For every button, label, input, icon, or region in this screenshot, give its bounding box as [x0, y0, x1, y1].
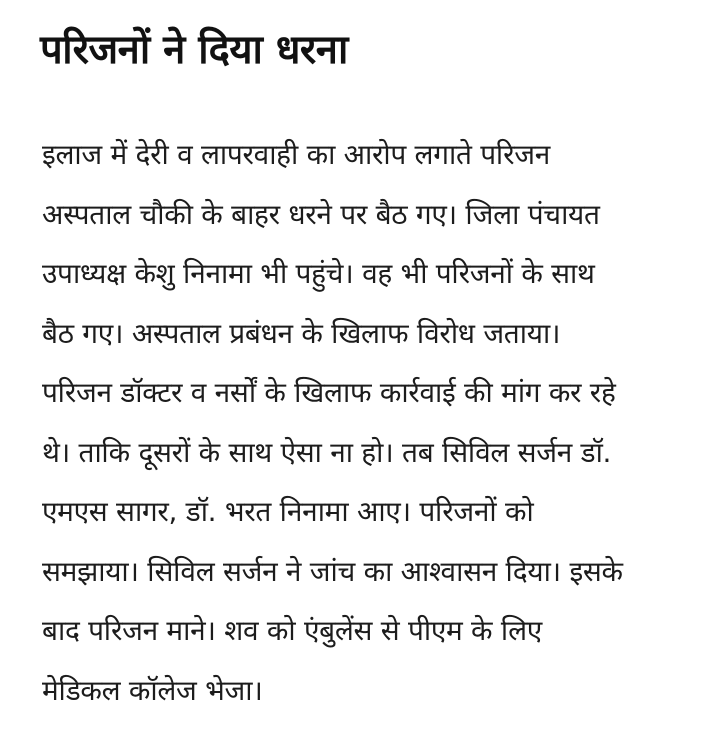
body-line: एमएस सागर, डॉ. भरत निनामा आए। परिजनों को [42, 495, 534, 528]
body-line: थे। ताकि दूसरों के साथ ऐसा ना हो। तब सिविल सर्जन डॉ. [42, 435, 612, 469]
body-line: परिजन डॉक्टर व नर्सों के खिलाफ कार्रवाई की मांग कर रहे [42, 376, 616, 409]
article-headline: परिजनों ने दिया धरना [40, 27, 348, 73]
body-line: बैठ गए। अस्पताल प्रबंधन के खिलाफ विरोध जताया। [42, 316, 561, 350]
body-line: समझाया। सिविल सर्जन ने जांच का आश्वासन दिया। इसके [42, 554, 623, 588]
article-body [42, 125, 702, 720]
body-line: बाद परिजन माने। शव को एंबुलेंस से पीएम के लिए [42, 614, 542, 647]
body-line: मेडिकल कॉलेज भेजा। [42, 673, 263, 707]
body-line: इलाज में देरी व लापरवाही का आरोप लगाते परिजन [42, 138, 550, 171]
body-line: अस्पताल चौकी के बाहर धरने पर बैठ गए। जिला पंचायत [42, 197, 600, 231]
body-line: उपाध्यक्ष केशु निनामा भी पहुंचे। वह भी परिजनों के साथ [42, 257, 595, 290]
